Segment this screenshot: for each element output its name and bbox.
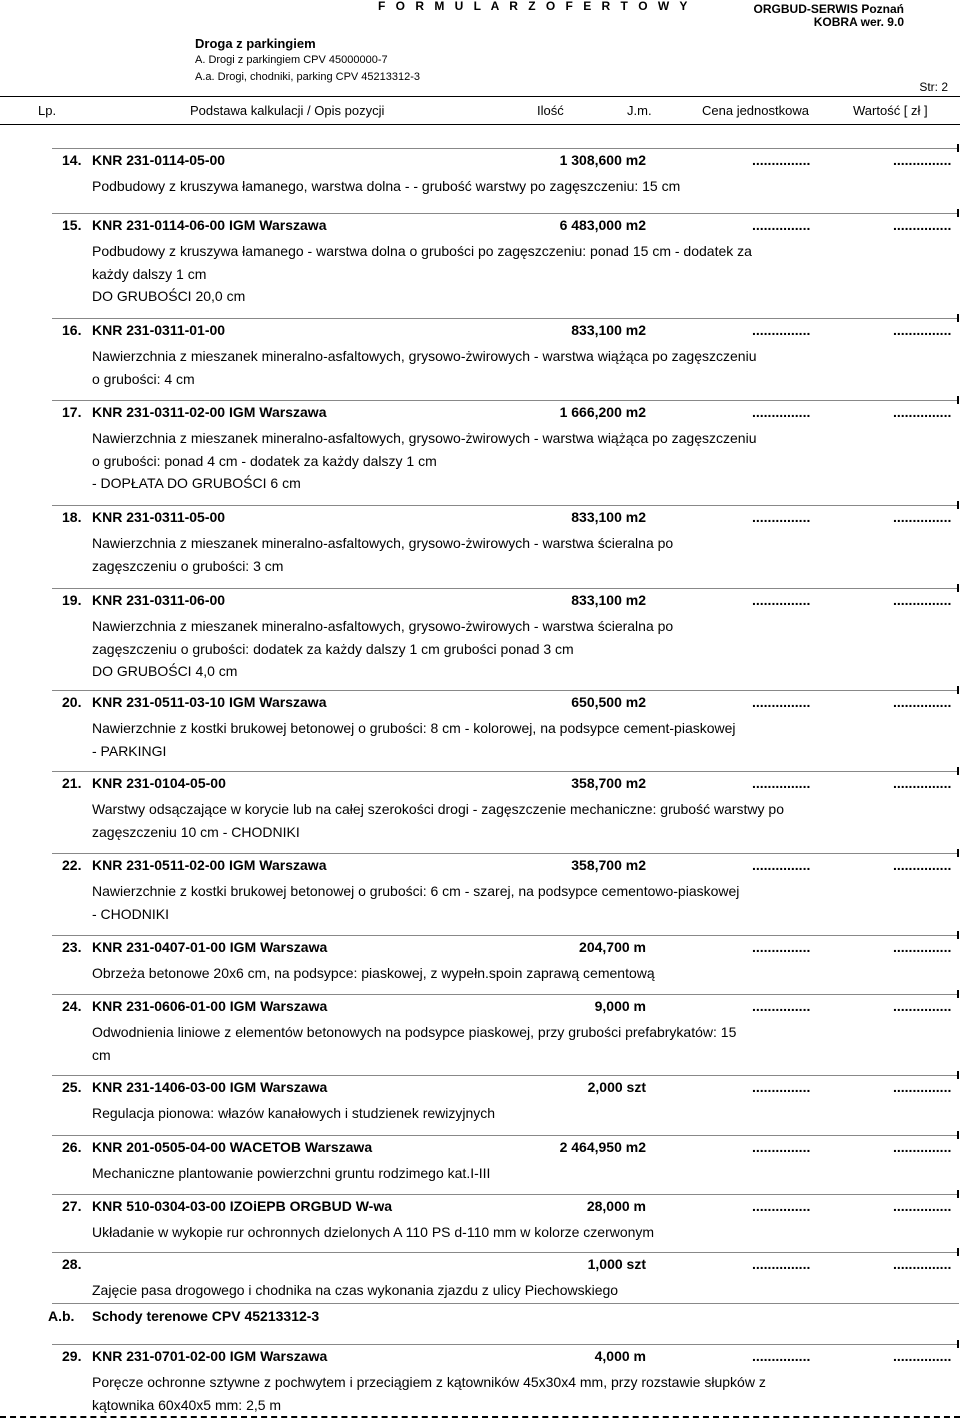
description-line: Nawierzchnia z mieszanek mineralno-asfaltowych, grysowo-żwirowych - warstwa wiążąca po zagęszczeniu: [92, 348, 757, 364]
item-code: KNR 231-0701-02-00 IGM Warszawa: [92, 1348, 328, 1364]
unit-price-placeholder: ...............: [752, 998, 811, 1014]
item-code: KNR 231-0311-05-00: [92, 509, 226, 525]
separator-tick: [957, 1131, 959, 1139]
unit-price-placeholder: ...............: [752, 1348, 811, 1364]
item-number: 17.: [62, 404, 82, 420]
value-placeholder: ...............: [893, 152, 952, 168]
item-description: [92, 1371, 766, 1416]
item-description: [92, 798, 784, 843]
description-line: - PARKINGI: [92, 742, 167, 759]
description-line: Odwodnienia liniowe z elementów betonowych na podsypce piaskowej, przy grubości prefabrykatów: 15: [92, 1024, 737, 1040]
item-code: KNR 231-0511-02-00 IGM Warszawa: [92, 857, 327, 873]
description-line: o grubości: ponad 4 cm - dodatek za każdy dalszy 1 cm: [92, 452, 437, 469]
separator-tick: [957, 686, 959, 694]
value-placeholder: ...............: [893, 404, 952, 420]
item-code: KNR 231-0114-06-00 IGM Warszawa: [92, 217, 327, 233]
company-name: ORGBUD-SERWIS Poznań: [753, 2, 904, 16]
col-header-qty: Ilość: [537, 103, 564, 118]
description-line: Poręcze ochronne sztywne z pochwytem i przeciągiem z kątowników 45x30x4 mm, przy rozstawie słupków z: [92, 1374, 766, 1390]
unit-price-placeholder: ...............: [752, 322, 811, 338]
item-description: [92, 427, 756, 495]
description-line: zagęszczeniu o grubości: dodatek za każdy dalszy 1 cm grubości ponad 3 cm: [92, 640, 574, 657]
section-title: Schody terenowe CPV 45213312-3: [92, 1308, 320, 1324]
header-bottom-rule: [0, 124, 960, 125]
separator-tick: [957, 1071, 959, 1079]
item-code: KNR 231-0311-01-00: [92, 322, 226, 338]
item-description: [92, 1102, 495, 1125]
item-separator: [52, 771, 959, 772]
description-line: DO GRUBOŚCI 4,0 cm: [92, 663, 238, 679]
separator-tick: [957, 990, 959, 998]
item-description: [92, 962, 655, 985]
item-quantity: 833,100 m2: [571, 592, 646, 608]
col-header-lp: Lp.: [38, 103, 57, 118]
item-quantity: 1,000 szt: [587, 1256, 646, 1272]
value-placeholder: ...............: [893, 1139, 952, 1155]
col-header-unit: J.m.: [627, 103, 652, 118]
unit-price-placeholder: ...............: [752, 1256, 811, 1272]
value-placeholder: ...............: [893, 775, 952, 791]
item-quantity: 9,000 m: [594, 998, 646, 1014]
value-placeholder: ...............: [893, 1079, 952, 1095]
col-header-value: Wartość [ zł ]: [853, 103, 928, 118]
item-separator: [52, 994, 959, 995]
item-code: KNR 510-0304-03-00 IZOiEPB ORGBUD W-wa: [92, 1198, 393, 1214]
separator-tick: [957, 849, 959, 857]
bottom-rule: [0, 1416, 960, 1418]
item-separator: [52, 1344, 959, 1345]
value-placeholder: ...............: [893, 322, 952, 338]
separator-tick: [957, 501, 959, 509]
description-line: Podbudowy z kruszywa łamanego - warstwa dolna o grubości po zagęszczeniu: ponad 15 cm - dodatek za: [92, 243, 752, 259]
item-number: 27.: [62, 1198, 82, 1214]
value-placeholder: ...............: [893, 694, 952, 710]
item-number: 24.: [62, 998, 82, 1014]
item-number: 19.: [62, 592, 82, 608]
separator-tick: [957, 314, 959, 322]
separator-tick: [957, 396, 959, 404]
header-top-rule: [0, 96, 960, 97]
description-line: cm: [92, 1046, 111, 1063]
item-separator: [52, 853, 959, 854]
item-code: KNR 201-0505-04-00 WACETOB Warszawa: [92, 1139, 373, 1155]
item-code: KNR 231-0104-05-00: [92, 775, 226, 791]
description-line: kątownika 60x40x5 mm: 2,5 m: [92, 1396, 282, 1413]
item-separator: [52, 1075, 959, 1076]
item-quantity: 4,000 m: [594, 1348, 646, 1364]
unit-price-placeholder: ...............: [752, 509, 811, 525]
item-number: 23.: [62, 939, 82, 955]
item-code: KNR 231-0407-01-00 IGM Warszawa: [92, 939, 328, 955]
description-line: Regulacja pionowa: włazów kanałowych i studzienek rewizyjnych: [92, 1105, 496, 1121]
item-description: [92, 1162, 490, 1185]
project-line-1: A. Drogi z parkingiem CPV 45000000-7: [195, 54, 388, 66]
description-line: Nawierzchnia z mieszanek mineralno-asfaltowych, grysowo-żwirowych - warstwa ścieralna po: [92, 535, 674, 551]
description-line: Obrzeża betonowe 20x6 cm, na podsypce: piaskowej, z wypełn.spoin zaprawą cementową: [92, 965, 655, 981]
unit-price-placeholder: ...............: [752, 1139, 811, 1155]
item-description: [92, 532, 673, 577]
item-quantity: 2,000 szt: [587, 1079, 646, 1095]
item-code: KNR 231-0311-02-00 IGM Warszawa: [92, 404, 327, 420]
separator-tick: [957, 931, 959, 939]
description-line: o grubości: 4 cm: [92, 370, 195, 387]
value-placeholder: ...............: [893, 939, 952, 955]
item-code: KNR 231-0311-06-00: [92, 592, 226, 608]
unit-price-placeholder: ...............: [752, 857, 811, 873]
value-placeholder: ...............: [893, 1256, 952, 1272]
unit-price-placeholder: ...............: [752, 404, 811, 420]
item-description: [92, 1021, 736, 1066]
description-line: Nawierzchnie z kostki brukowej betonowej o grubości: 6 cm - szarej, na podsypce cementowo-piaskowej: [92, 883, 740, 899]
item-separator: [52, 148, 959, 149]
description-line: - CHODNIKI: [92, 905, 169, 922]
item-quantity: 650,500 m2: [571, 694, 646, 710]
description-line: DO GRUBOŚCI 20,0 cm: [92, 288, 246, 304]
item-separator: [52, 318, 959, 319]
value-placeholder: ...............: [893, 1198, 952, 1214]
item-separator: [52, 1194, 959, 1195]
item-description: [92, 880, 739, 925]
item-separator: [52, 505, 959, 506]
item-description: [92, 615, 673, 683]
unit-price-placeholder: ...............: [752, 1079, 811, 1095]
project-line-2: A.a. Drogi, chodniki, parking CPV 45213312-3: [195, 71, 421, 83]
value-placeholder: ...............: [893, 857, 952, 873]
description-line: Podbudowy z kruszywa łamanego, warstwa dolna - - grubość warstwy po zagęszczeniu: 15 cm: [92, 178, 681, 194]
item-quantity: 204,700 m: [579, 939, 646, 955]
unit-price-placeholder: ...............: [752, 775, 811, 791]
item-quantity: 2 464,950 m2: [559, 1139, 646, 1155]
project-title: Droga z parkingiem: [195, 36, 316, 51]
description-line: Nawierzchnie z kostki brukowej betonowej o grubości: 8 cm - kolorowej, na podsypce cement-piaskowej: [92, 720, 736, 736]
separator-tick: [957, 144, 959, 152]
item-number: 16.: [62, 322, 82, 338]
item-quantity: 833,100 m2: [571, 322, 646, 338]
item-number: 22.: [62, 857, 82, 873]
value-placeholder: ...............: [893, 1348, 952, 1364]
item-separator: [52, 690, 959, 691]
separator-tick: [957, 209, 959, 217]
item-separator: [52, 935, 959, 936]
item-quantity: 1 308,600 m2: [559, 152, 646, 168]
item-separator: [52, 1252, 959, 1253]
separator-tick: [957, 1248, 959, 1256]
item-number: 15.: [62, 217, 82, 233]
item-number: 14.: [62, 152, 82, 168]
item-code: KNR 231-1406-03-00 IGM Warszawa: [92, 1079, 328, 1095]
value-placeholder: ...............: [893, 592, 952, 608]
description-line: Zajęcie pasa drogowego i chodnika na czas wykonania zjazdu z ulicy Piechowskiego: [92, 1282, 619, 1298]
item-description: [92, 717, 736, 762]
description-line: każdy dalszy 1 cm: [92, 265, 207, 282]
item-description: [92, 1221, 654, 1244]
item-separator: [52, 1135, 959, 1136]
item-quantity: 28,000 m: [586, 1198, 646, 1214]
description-line: zagęszczeniu 10 cm - CHODNIKI: [92, 823, 300, 840]
unit-price-placeholder: ...............: [752, 1198, 811, 1214]
item-quantity: 6 483,000 m2: [559, 217, 646, 233]
item-description: [92, 345, 756, 390]
item-quantity: 1 666,200 m2: [559, 404, 646, 420]
item-quantity: 358,700 m2: [571, 775, 646, 791]
unit-price-placeholder: ...............: [752, 217, 811, 233]
item-quantity: 833,100 m2: [571, 509, 646, 525]
item-number: 26.: [62, 1139, 82, 1155]
unit-price-placeholder: ...............: [752, 694, 811, 710]
item-number: 25.: [62, 1079, 82, 1095]
item-number: 20.: [62, 694, 82, 710]
unit-price-placeholder: ...............: [752, 152, 811, 168]
item-separator: [52, 588, 959, 589]
section-label: A.b.: [48, 1308, 75, 1324]
description-line: Nawierzchnia z mieszanek mineralno-asfaltowych, grysowo-żwirowych - warstwa ścieralna po: [92, 618, 674, 634]
item-number: 18.: [62, 509, 82, 525]
item-separator: [52, 400, 959, 401]
col-header-unit-price: Cena jednostkowa: [702, 103, 809, 118]
description-line: zagęszczeniu o grubości: 3 cm: [92, 557, 284, 574]
separator-tick: [957, 584, 959, 592]
value-placeholder: ...............: [893, 998, 952, 1014]
item-description: [92, 175, 680, 198]
item-description: [92, 1279, 618, 1302]
description-line: - DOPŁATA DO GRUBOŚCI 6 cm: [92, 475, 301, 491]
page-number: Str: 2: [919, 80, 948, 94]
separator-tick: [957, 1190, 959, 1198]
description-line: Mechaniczne plantowanie powierzchni gruntu rodzimego kat.I-III: [92, 1165, 491, 1181]
section-separator: [52, 1303, 959, 1304]
separator-tick: [957, 767, 959, 775]
description-line: Warstwy odsączające w korycie lub na całej szerokości drogi - zagęszczenie mechaniczne: grubość warstwy po: [92, 801, 784, 817]
unit-price-placeholder: ...............: [752, 592, 811, 608]
item-number: 28.: [62, 1256, 82, 1272]
item-code: KNR 231-0606-01-00 IGM Warszawa: [92, 998, 328, 1014]
separator-tick: [957, 1340, 959, 1348]
software-version: KOBRA wer. 9.0: [813, 15, 904, 29]
item-number: 21.: [62, 775, 82, 791]
col-header-basis: Podstawa kalkulacji / Opis pozycji: [190, 103, 385, 118]
item-code: KNR 231-0114-05-00: [92, 152, 226, 168]
item-quantity: 358,700 m2: [571, 857, 646, 873]
form-title: F O R M U L A R Z O F E R T O W Y: [378, 0, 691, 13]
item-code: KNR 231-0511-03-10 IGM Warszawa: [92, 694, 327, 710]
item-number: 29.: [62, 1348, 82, 1364]
value-placeholder: ...............: [893, 509, 952, 525]
unit-price-placeholder: ...............: [752, 939, 811, 955]
description-line: Układanie w wykopie rur ochronnych dzielonych A 110 PS d-110 mm w kolorze czerwonym: [92, 1224, 655, 1240]
value-placeholder: ...............: [893, 217, 952, 233]
item-description: [92, 240, 752, 308]
description-line: Nawierzchnia z mieszanek mineralno-asfaltowych, grysowo-żwirowych - warstwa wiążąca po zagęszczeniu: [92, 430, 757, 446]
item-separator: [52, 213, 959, 214]
